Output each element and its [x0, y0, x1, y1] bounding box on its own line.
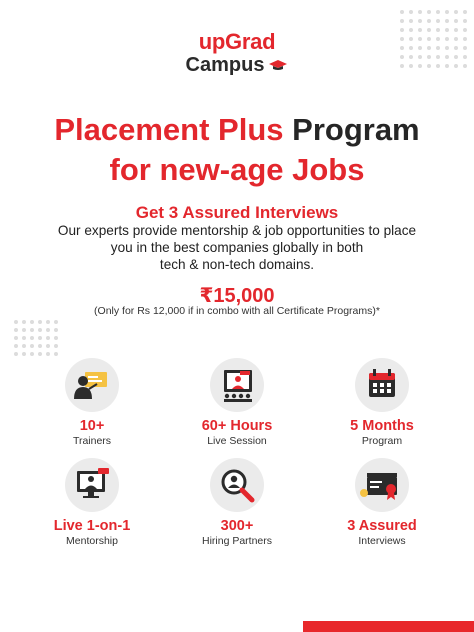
feature-live-session [162, 358, 312, 448]
decor-dot [454, 10, 458, 14]
decor-dot [445, 10, 449, 14]
feature-icon-circle [65, 458, 119, 512]
feature-program-duration-label: Program [361, 435, 403, 447]
feature-icon-circle [65, 358, 119, 412]
decor-dot [409, 19, 413, 23]
decor-dot [14, 320, 18, 324]
decor-dot [46, 336, 50, 340]
decor-dot [46, 352, 50, 356]
feature-trainers [17, 358, 167, 448]
decor-dot [418, 10, 422, 14]
decor-dot [418, 19, 422, 23]
logo-campus-row [186, 54, 289, 76]
feature-assured-interviews-value: 3 Assured [347, 518, 417, 534]
description-line-2: you in the best companies globally in both [110, 240, 364, 255]
decor-dot [46, 328, 50, 332]
decor-dot [54, 344, 58, 348]
decor-dot [46, 344, 50, 348]
decor-dot [436, 19, 440, 23]
page-title [0, 110, 474, 190]
calendar-icon [355, 358, 409, 412]
decor-dot [409, 10, 413, 14]
trainer-presentation-icon [65, 358, 119, 412]
decor-dot [30, 352, 34, 356]
decor-dot [14, 344, 18, 348]
feature-program-duration [307, 358, 457, 448]
logo-campus-text: Campus [185, 54, 265, 76]
graduation-cap-icon [268, 60, 288, 71]
decor-dot [30, 336, 34, 340]
decor-dot [38, 328, 42, 332]
subtitle: Get 3 Assured Interviews [135, 203, 339, 222]
feature-live-session-label: Live Session [207, 435, 267, 447]
decor-dot [436, 10, 440, 14]
feature-icon-circle [210, 458, 264, 512]
description-line-3: tech & non-tech domains. [159, 257, 315, 272]
decor-dot [427, 19, 431, 23]
feature-hiring-partners-value: 300+ [220, 518, 254, 534]
decor-dot [463, 19, 467, 23]
decor-dot [54, 320, 58, 324]
decor-dot [22, 352, 26, 356]
logo-upgrad-text: upGrad [198, 29, 276, 54]
feature-mentorship [17, 458, 167, 548]
decor-dot [30, 328, 34, 332]
decor-dot [30, 320, 34, 324]
decor-dot [22, 344, 26, 348]
description [0, 222, 474, 273]
feature-icon-circle [355, 458, 409, 512]
decor-dot [54, 336, 58, 340]
left-dot-pattern [14, 320, 64, 356]
decor-dot [38, 320, 42, 324]
decor-dot [14, 352, 18, 356]
feature-live-session-value: 60+ Hours [201, 418, 273, 434]
feature-mentorship-label: Mentorship [66, 535, 118, 547]
feature-assured-interviews-label: Interviews [358, 535, 406, 547]
decor-dot [445, 19, 449, 23]
live-session-screen-icon [210, 358, 264, 412]
decor-dot [463, 10, 467, 14]
certificate-icon [355, 458, 409, 512]
decor-dot [454, 19, 458, 23]
feature-program-duration-value: 5 Months [350, 418, 414, 434]
price: ₹15,000 [199, 285, 275, 307]
decor-dot [22, 328, 26, 332]
feature-trainers-value: 10+ [79, 418, 105, 434]
feature-icon-circle [210, 358, 264, 412]
decor-dot [54, 328, 58, 332]
live-mentor-monitor-icon [65, 458, 119, 512]
price-note: (Only for Rs 12,000 if in combo with all Certificate Programs)* [94, 305, 380, 317]
decor-dot [46, 320, 50, 324]
description-line-1: Our experts provide mentorship & job opportunities to place [57, 223, 417, 238]
title-program: Program [292, 112, 420, 147]
title-line-1 [0, 110, 474, 150]
decor-dot [400, 10, 404, 14]
feature-trainers-label: Trainers [72, 435, 112, 447]
title-placement-plus: Placement Plus [54, 112, 284, 147]
feature-mentorship-value: Live 1-on-1 [53, 518, 131, 534]
decor-dot [38, 344, 42, 348]
search-person-icon [210, 458, 264, 512]
upgrad-campus-logo [0, 30, 474, 76]
decor-dot [427, 10, 431, 14]
feature-hiring-partners-label: Hiring Partners [201, 535, 273, 547]
decor-dot [14, 328, 18, 332]
feature-assured-interviews [307, 458, 457, 548]
decor-dot [30, 344, 34, 348]
decor-dot [38, 352, 42, 356]
decor-dot [14, 336, 18, 340]
title-line-2: for new-age Jobs [109, 152, 365, 187]
feature-icon-circle [355, 358, 409, 412]
decor-dot [38, 336, 42, 340]
decor-dot [400, 19, 404, 23]
decor-dot [22, 320, 26, 324]
feature-hiring-partners [162, 458, 312, 548]
bottom-accent-bar [303, 621, 474, 632]
decor-dot [54, 352, 58, 356]
decor-dot [22, 336, 26, 340]
